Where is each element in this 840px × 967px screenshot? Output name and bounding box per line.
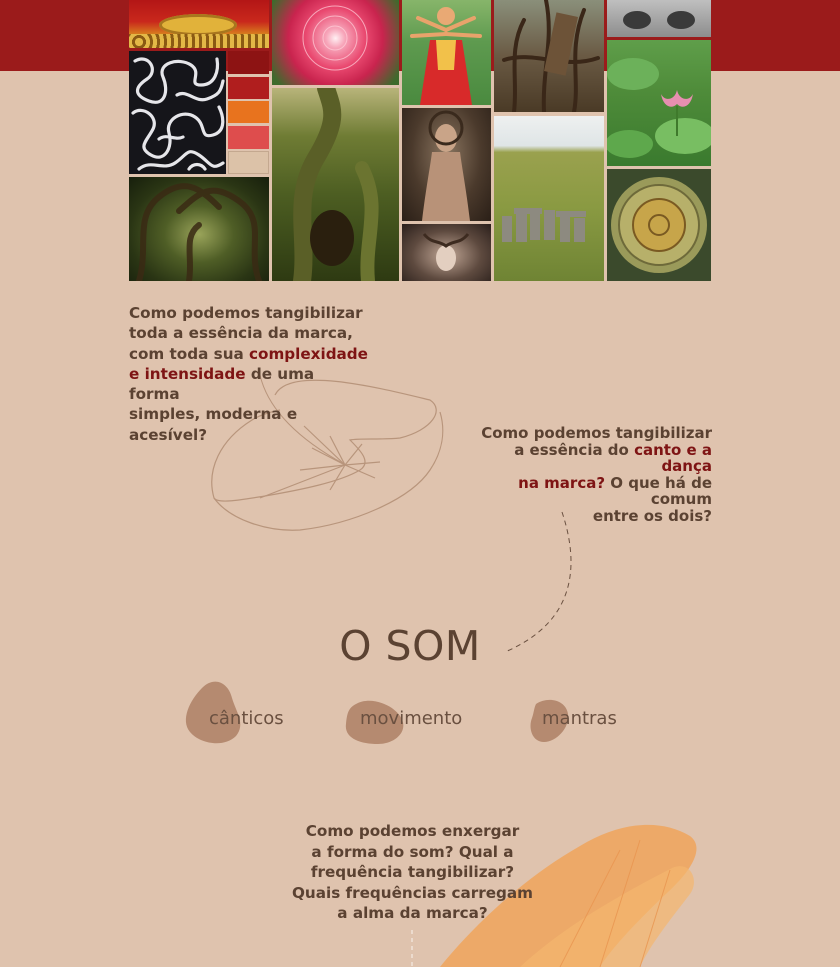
question-essence-line2: toda a essência da marca, — [129, 324, 353, 343]
question-song-dance — [460, 425, 712, 525]
question-sound-line1: Como podemos enxergar — [305, 822, 520, 840]
question-song-line3: na marca? O que há de comum — [518, 473, 712, 509]
question-song-line2: a essência do canto e a dança — [514, 440, 712, 476]
question-sound-line3: frequência tangibilizar? — [310, 863, 515, 881]
keyword-movimento: movimento — [360, 708, 463, 729]
question-essence — [129, 303, 369, 445]
question-sound-line4: Quais frequências carregam — [292, 883, 533, 902]
question-essence-line3: com toda sua complexidade — [129, 344, 368, 363]
keyword-canticos: cânticos — [209, 708, 284, 729]
question-sound-line5: a alma da marca? — [337, 904, 488, 922]
question-song-line1: Como podemos tangibilizar — [481, 424, 712, 442]
question-sound-line2: a forma do som? Qual a — [311, 842, 514, 861]
question-essence-line1: Como podemos tangibilizar — [129, 304, 363, 322]
highlight-intensity: e intensidade — [129, 364, 246, 383]
highlight-brand: na marca? — [518, 473, 606, 492]
question-song-line4: entre os dois? — [592, 506, 712, 525]
highlight-complexity: complexidade — [249, 344, 368, 363]
keyword-mantras: mantras — [542, 708, 617, 729]
question-essence-line4: e intensidade de uma forma — [129, 364, 315, 404]
section-title: O SOM — [339, 622, 481, 670]
highlight-song-dance: canto e a dança — [634, 440, 712, 476]
question-essence-line5: simples, moderna e acesível? — [129, 405, 298, 444]
question-sound-shape — [290, 821, 535, 924]
